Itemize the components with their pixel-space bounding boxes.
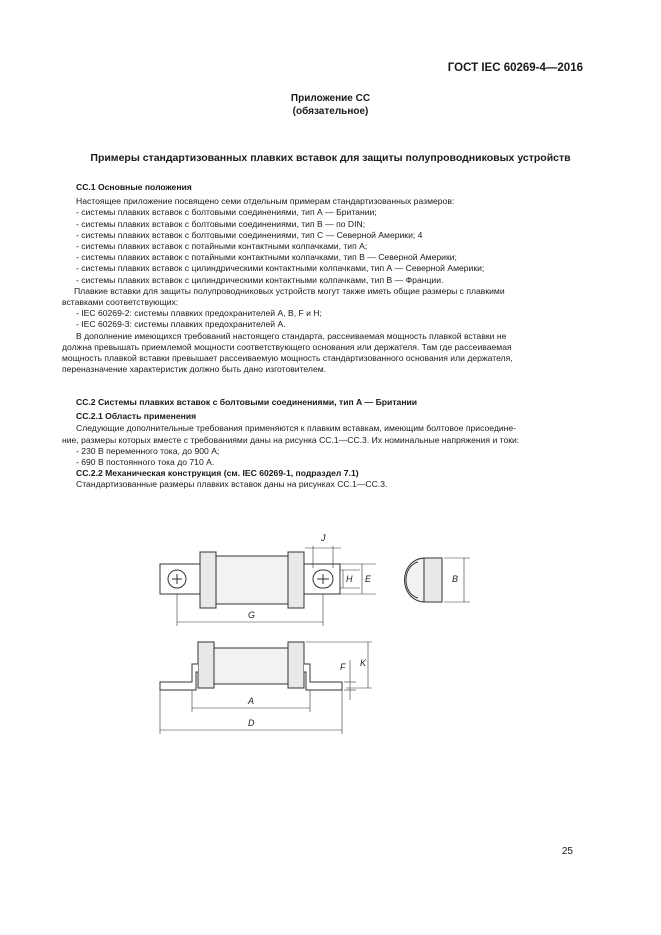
cc1-item: - системы плавких вставок с болтовыми соединениями, тип В — по DIN; (76, 218, 366, 229)
dim-label-b: B (452, 574, 459, 584)
cc1-addition-line: В дополнение имеющихся требований настоящего стандарта, рассеиваемая мощность плавкой вставки не (76, 330, 507, 341)
fuse-body-side (212, 648, 292, 684)
dim-label-f: F (340, 662, 346, 672)
dim-label-g: G (248, 610, 256, 620)
cc1-addition-line: переназначение характеристик должно быть дано изготовителем. (62, 364, 327, 375)
fuse-cap-left (200, 552, 216, 608)
cc1-item: - системы плавких вставок с потайными контактными колпачками, тип В — Северной Америки; (76, 252, 457, 263)
cc2-rating: - 690 В постоянного тока до 710 А. (76, 457, 215, 468)
cc1-intro: Настоящее приложение посвящено семи отдельным примерам стандартизованных размеров: (76, 196, 455, 207)
dim-label-h: H (346, 574, 353, 584)
fuse-end-view (405, 558, 425, 602)
cc1-heading: СС.1 Основные положения (76, 182, 192, 192)
standard-header: ГОСТ IEC 60269-4—2016 (447, 62, 583, 74)
cc2-1-line: Следующие дополнительные требования применяются к плавким вставкам, имеющим болтовое присоедине- (76, 423, 517, 434)
annex-title: Приложение СС (290, 93, 371, 104)
dim-label-k: K (360, 658, 367, 668)
cc2-rating: - 230 В переменного тока, до 900 А; (76, 445, 220, 456)
cc1-addition-line: должна превышать приемлемой мощности соответствующего основания или держателя. Там где рассеиваемая (62, 341, 512, 352)
cc1-iec-item: - IEC 60269-3: системы плавких предохранителей А. (76, 319, 286, 330)
cc1-item: - системы плавких вставок с болтовыми соединениями, тип С — Северной Америки; 4 (76, 229, 423, 240)
annex-block (0, 92, 661, 118)
cc1-item: - системы плавких вставок с цилиндрическими контактными колпачками, тип В — Франции. (76, 274, 444, 285)
cc1-item: - системы плавких вставок с цилиндрическими контактными колпачками, тип А — Северной Америки; (76, 263, 485, 274)
page-number: 25 (561, 846, 573, 857)
section-cc1 (62, 182, 584, 375)
dim-label-d: D (248, 718, 255, 728)
fuse-drawing (0, 520, 661, 740)
cc1-general-line: Плавкие вставки для защиты полупроводниковых устройств могут также иметь общие размеры с плавкими (74, 285, 505, 296)
cc1-iec-item: - IEC 60269-2: системы плавких предохранителей А, В, F и Н; (76, 308, 322, 319)
cc1-addition-line: мощность плавкой вставки превышает рассеиваемую мощность стандартизованного основания или держателя, (62, 353, 513, 364)
section-cc2 (62, 397, 584, 491)
cc2-2-text: Стандартизованные размеры плавких вставок даны на рисунках СС.1—СС.3. (76, 479, 388, 490)
annex-status: (обязательное) (292, 106, 369, 117)
cc1-general-line: вставками соответствующих: (62, 297, 179, 308)
fuse-cap-right (288, 552, 304, 608)
cc1-item: - системы плавких вставок с болтовыми соединениями, тип А — Британии; (76, 207, 377, 218)
cc1-item: - системы плавких вставок с потайными контактными колпачками, тип А; (76, 241, 368, 252)
dim-label-e: E (365, 574, 372, 584)
fuse-tag-side-left (160, 664, 198, 690)
cc2-2-heading: СС.2.2 Механическая конструкция (см. IEC 60269-1, подраздел 7.1) (76, 468, 359, 479)
main-title: Примеры стандартизованных плавких вставок для защиты полупроводниковых устройств (90, 152, 571, 164)
cc2-1-heading: СС.2.1 Область применения (76, 411, 197, 422)
cc2-1-line: ние, размеры которых вместе с требованиями даны на рисунка СС.1—СС.3. Их номинальные напряжения и токи: (62, 434, 520, 445)
dim-label-a: A (248, 696, 255, 706)
cc2-heading: СС.2 Системы плавких вставок с болтовыми соединениями, тип А — Британии (76, 397, 418, 407)
fuse-tag-side-right (304, 664, 342, 690)
dim-label-j: J (321, 533, 326, 543)
